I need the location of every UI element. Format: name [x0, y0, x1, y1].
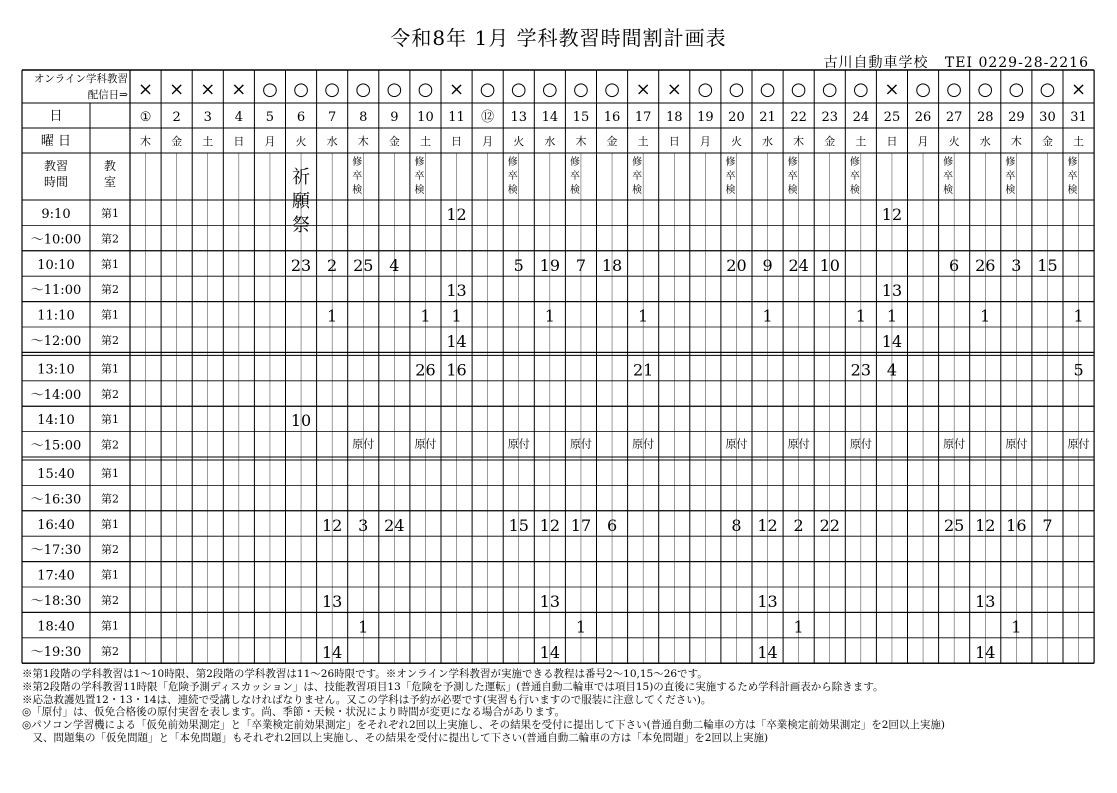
slot-start: 10:10: [37, 257, 75, 273]
lesson-number: 1: [886, 306, 898, 326]
room-label: 第2: [101, 543, 119, 557]
exam-mark: 修: [414, 157, 425, 168]
day-number: 28: [976, 110, 994, 125]
lesson-number: 8: [731, 515, 742, 535]
lesson-number: 1: [544, 306, 555, 326]
lesson-number: 26: [415, 360, 436, 380]
moped-cell: 原付: [507, 437, 530, 451]
online-mark: ×: [666, 79, 682, 100]
lesson-number: 9: [762, 255, 773, 275]
exam-mark: 修: [352, 157, 363, 168]
day-number: 24: [852, 110, 870, 125]
weekday-label: 火: [295, 135, 307, 148]
day-number: 27: [945, 110, 963, 125]
online-mark: ○: [479, 79, 496, 100]
lesson-number: 1: [1011, 617, 1022, 637]
lesson-number: 14: [975, 642, 996, 662]
online-label-sub: 配信日⇒: [87, 89, 128, 101]
online-mark: ○: [510, 79, 527, 100]
exam-mark: 検: [1067, 185, 1078, 196]
lesson-number: 1: [980, 306, 991, 326]
lesson-number: 14: [757, 642, 778, 662]
exam-mark: 卒: [352, 171, 363, 182]
lesson-number: 12: [321, 515, 343, 535]
slot-end: ～19:30: [30, 644, 82, 660]
note-line: 又、問題集の「仮免問題」と「本免問題」もそれぞれ2回以上実施し、その結果を受付に提出して下さい(普通自動二輪車の方は「本免問題」を2回以上実施): [22, 731, 769, 744]
room-label: 第1: [101, 619, 119, 633]
exam-mark: 修: [569, 157, 580, 168]
lesson-number: 3: [358, 515, 369, 535]
moped-cell: 原付: [849, 437, 872, 451]
day-number: 19: [697, 110, 714, 125]
day-number: 31: [1070, 110, 1087, 125]
room-label: 第2: [101, 387, 119, 401]
day-number: 13: [510, 110, 528, 125]
room-header: 教: [103, 159, 117, 173]
lesson-number: 4: [389, 255, 400, 275]
weekday-label: 日: [233, 135, 245, 148]
day-header: 日: [49, 109, 63, 124]
online-mark: ○: [324, 79, 341, 100]
lesson-number: 13: [881, 281, 903, 301]
lesson-number: 6: [949, 255, 960, 275]
page-title: 令和8年 1月 学科教習時間割計画表: [390, 26, 727, 50]
lesson-number: 10: [819, 255, 840, 275]
exam-mark: 卒: [414, 171, 425, 182]
lesson-number: 14: [321, 642, 343, 662]
slot-start: 15:40: [37, 467, 75, 482]
lesson-number: 16: [1006, 515, 1027, 535]
festival-text: 願: [292, 191, 311, 212]
note-line: ※第2段階の学科教習11時限「危険予測ディスカッション」は、技能教習項目13「危険を予測した運転」(普通自動二輪車では項目15)の直後に実施するため学科計画表から除きます。: [22, 680, 884, 693]
online-mark: ○: [386, 79, 403, 100]
exam-mark: 卒: [849, 171, 860, 182]
slot-start: 14:10: [37, 413, 75, 429]
lesson-number: 25: [943, 515, 965, 535]
online-mark: ○: [293, 79, 309, 100]
exam-mark: 検: [725, 185, 736, 196]
lesson-number: 1: [762, 306, 773, 326]
exam-mark: 卒: [1067, 171, 1078, 182]
online-mark: ×: [884, 79, 900, 100]
lesson-number: 15: [508, 515, 529, 535]
exam-mark: 検: [507, 185, 518, 196]
room-label: 第2: [101, 644, 119, 658]
online-mark: ○: [728, 79, 745, 100]
room-label: 第2: [101, 594, 119, 607]
school-tel: TEI 0229-28-2216: [944, 55, 1089, 71]
day-number: 10: [417, 110, 434, 125]
room-label: 第2: [101, 232, 119, 246]
exam-mark: 卒: [1005, 171, 1016, 182]
day-number: 20: [728, 110, 745, 125]
lesson-number: 20: [726, 255, 747, 275]
lesson-number: 14: [539, 642, 561, 662]
day-number: 11: [448, 110, 465, 125]
exam-mark: 卒: [787, 171, 798, 182]
day-number: 3: [203, 110, 212, 125]
period-header: 教習: [43, 159, 69, 173]
room-label: 第1: [101, 257, 119, 271]
online-mark: ×: [635, 79, 651, 100]
lesson-number: 19: [539, 255, 561, 275]
weekday-label: 土: [855, 135, 867, 148]
exam-mark: 修: [1005, 157, 1016, 168]
online-label: オンライン学科教習: [33, 73, 128, 85]
exam-mark: 修: [849, 157, 860, 168]
weekday-label: 金: [824, 135, 836, 148]
lesson-number: 1: [855, 306, 866, 326]
day-number: 23: [821, 110, 839, 125]
note-line: ◎「原付」は、仮免合格後の原付実習を表します。尚、季節・天候・状況により時間が変更になる場合があります。: [22, 706, 565, 719]
lesson-number: 24: [384, 515, 405, 535]
lesson-number: 25: [353, 255, 374, 275]
online-mark: ○: [417, 79, 434, 100]
lesson-number: 23: [850, 360, 872, 380]
lesson-number: 10: [290, 411, 312, 431]
lesson-number: 1: [358, 617, 369, 637]
room-label: 第1: [101, 362, 119, 376]
note-line: ※第1段階の学科教習は1～10時限、第2段階の学科教習は11～26時限です。※オンライン学科教習が実施できる教程は番号2～10,15～26です。: [22, 668, 708, 680]
online-mark: ○: [1008, 79, 1025, 100]
weekday-label: 金: [606, 135, 618, 148]
weekday-label: 日: [886, 135, 898, 148]
lesson-number: 5: [1073, 360, 1084, 380]
room-label: 第2: [101, 438, 119, 452]
moped-cell: 原付: [1067, 437, 1090, 451]
lesson-number: 2: [793, 515, 804, 535]
lesson-number: 13: [446, 281, 467, 301]
lesson-number: 7: [575, 255, 587, 275]
slot-end: ～12:00: [30, 334, 82, 349]
exam-mark: 修: [632, 157, 643, 168]
weekday-label: 火: [948, 135, 960, 148]
day-number: 7: [328, 110, 337, 125]
lesson-number: 14: [446, 332, 467, 351]
day-number: 5: [265, 110, 275, 125]
lesson-number: 15: [1037, 255, 1058, 275]
weekday-label: 日: [668, 135, 680, 148]
weekday-label: 土: [1073, 135, 1085, 148]
room-label: 第2: [101, 492, 119, 506]
day-number: 17: [634, 110, 652, 125]
weekday-label: 木: [1010, 135, 1022, 148]
online-mark: ○: [946, 79, 963, 100]
notes: [22, 668, 945, 745]
weekday-label: 日: [451, 135, 463, 148]
online-mark: ×: [449, 79, 465, 100]
exam-mark: 卒: [943, 171, 954, 182]
exam-mark: 修: [787, 157, 798, 168]
lesson-number: 13: [321, 592, 343, 611]
online-mark: ○: [355, 79, 372, 100]
moped-cell: 原付: [414, 437, 437, 451]
moped-cell: 原付: [632, 437, 655, 451]
exam-mark: 修: [943, 157, 954, 168]
day-number: 6: [296, 110, 306, 125]
exam-mark: 修: [507, 157, 518, 168]
day-number: 26: [914, 110, 932, 125]
lesson-number: 23: [290, 255, 312, 275]
day-number: 30: [1039, 110, 1056, 125]
exam-mark: 検: [569, 185, 580, 196]
day-number: 8: [359, 110, 368, 125]
weekday-label: 火: [513, 135, 525, 148]
lesson-number: 4: [886, 360, 898, 380]
weekday-label: 月: [264, 135, 276, 148]
exam-mark: 検: [943, 185, 954, 196]
lesson-number: 1: [638, 306, 649, 326]
weekday-label: 月: [482, 135, 494, 148]
online-mark: ○: [915, 79, 931, 100]
lesson-number: 1: [575, 617, 587, 637]
weekday-label: 水: [544, 135, 556, 148]
lesson-number: 16: [446, 360, 467, 380]
lesson-number: 13: [757, 592, 778, 611]
lesson-number: 6: [606, 515, 618, 535]
weekday-label: 木: [140, 135, 152, 148]
room-label: 第1: [101, 413, 119, 427]
lesson-number: 1: [451, 306, 462, 326]
weekday-label: 金: [1041, 135, 1053, 148]
lesson-number: 1: [327, 306, 338, 326]
lesson-number: 12: [539, 515, 561, 535]
slot-start: 17:40: [37, 568, 75, 584]
slot-end: ～17:30: [30, 543, 82, 559]
lesson-number: 7: [1042, 515, 1053, 535]
online-mark: ○: [262, 79, 278, 100]
moped-cell: 原付: [1005, 437, 1028, 451]
exam-mark: 修: [1067, 157, 1078, 168]
slot-end: ～10:00: [30, 232, 82, 248]
room-label: 第1: [101, 517, 119, 531]
online-mark: ○: [790, 79, 807, 100]
moped-cell: 原付: [725, 437, 748, 451]
moped-cell: 原付: [943, 437, 966, 451]
slot-end: ～18:30: [30, 594, 82, 609]
day-number: 16: [603, 110, 621, 125]
slot-start: 16:40: [37, 517, 75, 533]
exam-mark: 卒: [569, 171, 580, 182]
day-number: 29: [1008, 110, 1025, 125]
room-label: 第2: [101, 283, 119, 297]
online-mark: ○: [821, 79, 838, 100]
lesson-number: 5: [513, 255, 524, 275]
period-header: 時間: [43, 175, 69, 189]
slot-end: ～15:00: [30, 438, 82, 454]
moped-cell: 原付: [352, 437, 375, 451]
weekday-label: 土: [202, 135, 214, 148]
online-mark: ×: [169, 79, 185, 100]
lesson-number: 13: [539, 592, 561, 611]
online-mark: ○: [541, 79, 558, 100]
exam-mark: 検: [1005, 185, 1016, 196]
day-number: 25: [883, 110, 901, 125]
weekday-header: 曜 日: [40, 134, 72, 149]
weekday-label: 月: [917, 135, 929, 148]
lesson-number: 2: [327, 255, 338, 275]
day-number: 14: [541, 110, 559, 125]
festival-text: 祭: [292, 215, 311, 236]
room-label: 第2: [101, 334, 119, 347]
note-line: ◎パソコン学習機による「仮免前効果測定」と「卒業検定前効果測定」をそれぞれ2回以上実施し、その結果を受付に提出して下さい(普通自動二輪車の方は「卒業検定前効果測定」を2回以上実施): [22, 719, 946, 732]
slot-start: 13:10: [37, 362, 75, 378]
weekday-label: 木: [357, 135, 369, 148]
slot-end: ～11:00: [30, 283, 82, 299]
festival-text: 祈: [292, 167, 311, 188]
room-label: 第1: [101, 467, 119, 480]
lesson-number: 26: [975, 255, 996, 275]
online-mark: ○: [697, 79, 714, 100]
day-number: 2: [172, 110, 181, 125]
room-header: 室: [103, 175, 117, 189]
online-mark: ×: [138, 79, 154, 100]
exam-mark: 検: [352, 185, 363, 196]
note-line: ※応急救護処置12・13・14は、連続で受講しなければなりません。又この学科は予約が必要です(実習も行いますので服装に注意してください)。: [22, 693, 712, 706]
weekday-label: 木: [793, 135, 805, 148]
day-number: ①: [139, 110, 152, 125]
online-mark: ○: [1039, 79, 1056, 100]
day-number: 9: [390, 110, 399, 125]
exam-mark: 卒: [507, 171, 518, 182]
slot-end: ～14:00: [30, 387, 82, 403]
online-mark: ○: [977, 79, 994, 100]
room-label: 第1: [101, 207, 119, 220]
online-mark: ○: [573, 79, 589, 100]
exam-mark: 検: [849, 185, 860, 196]
lesson-number: 13: [975, 592, 996, 611]
slot-start: 9:10: [41, 207, 71, 222]
lesson-number: 1: [420, 306, 431, 326]
day-number: 15: [572, 110, 590, 125]
lesson-number: 12: [975, 515, 996, 535]
lesson-number: 12: [881, 205, 903, 224]
lesson-number: 17: [570, 515, 592, 535]
weekday-label: 土: [637, 135, 649, 148]
lesson-number: 12: [757, 515, 778, 535]
weekday-label: 金: [171, 135, 183, 148]
lesson-number: 24: [788, 255, 809, 275]
slot-start: 18:40: [37, 619, 75, 635]
weekday-label: 水: [326, 135, 338, 148]
exam-mark: 卒: [632, 171, 643, 182]
online-mark: ×: [200, 79, 216, 100]
day-number: 4: [234, 110, 243, 125]
moped-cell: 原付: [569, 437, 592, 451]
lesson-number: 12: [446, 205, 467, 224]
exam-mark: 検: [787, 185, 798, 196]
exam-mark: 検: [632, 185, 643, 196]
weekday-label: 金: [388, 135, 400, 148]
lesson-number: 1: [1073, 306, 1084, 326]
lesson-number: 1: [793, 617, 804, 637]
day-number: 22: [790, 110, 807, 125]
weekday-label: 水: [762, 135, 774, 148]
weekday-label: 月: [699, 135, 711, 148]
day-number: ⑫: [481, 110, 495, 125]
day-number: 21: [759, 110, 776, 125]
exam-mark: 修: [725, 157, 736, 168]
room-label: 第1: [101, 308, 119, 322]
weekday-label: 火: [730, 135, 742, 148]
exam-mark: 卒: [725, 171, 736, 182]
lesson-number: 3: [1011, 255, 1022, 275]
online-mark: ×: [231, 79, 247, 100]
exam-mark: 検: [414, 185, 425, 196]
weekday-label: 水: [979, 135, 991, 148]
online-mark: ○: [759, 79, 776, 100]
moped-cell: 原付: [787, 437, 810, 451]
school-name: 古川自動車学校: [823, 55, 929, 71]
lesson-number: 21: [632, 360, 654, 380]
lesson-number: 18: [601, 255, 623, 275]
weekday-label: 木: [575, 135, 587, 148]
lesson-number: 14: [881, 332, 903, 351]
online-mark: ×: [1071, 79, 1087, 100]
lesson-number: 22: [819, 515, 840, 535]
slot-end: ～16:30: [30, 492, 82, 508]
day-number: 18: [665, 110, 683, 125]
online-mark: ○: [604, 79, 620, 100]
slot-start: 11:10: [37, 308, 75, 324]
online-mark: ○: [852, 79, 869, 100]
weekday-label: 土: [419, 135, 431, 148]
room-label: 第1: [101, 568, 119, 582]
